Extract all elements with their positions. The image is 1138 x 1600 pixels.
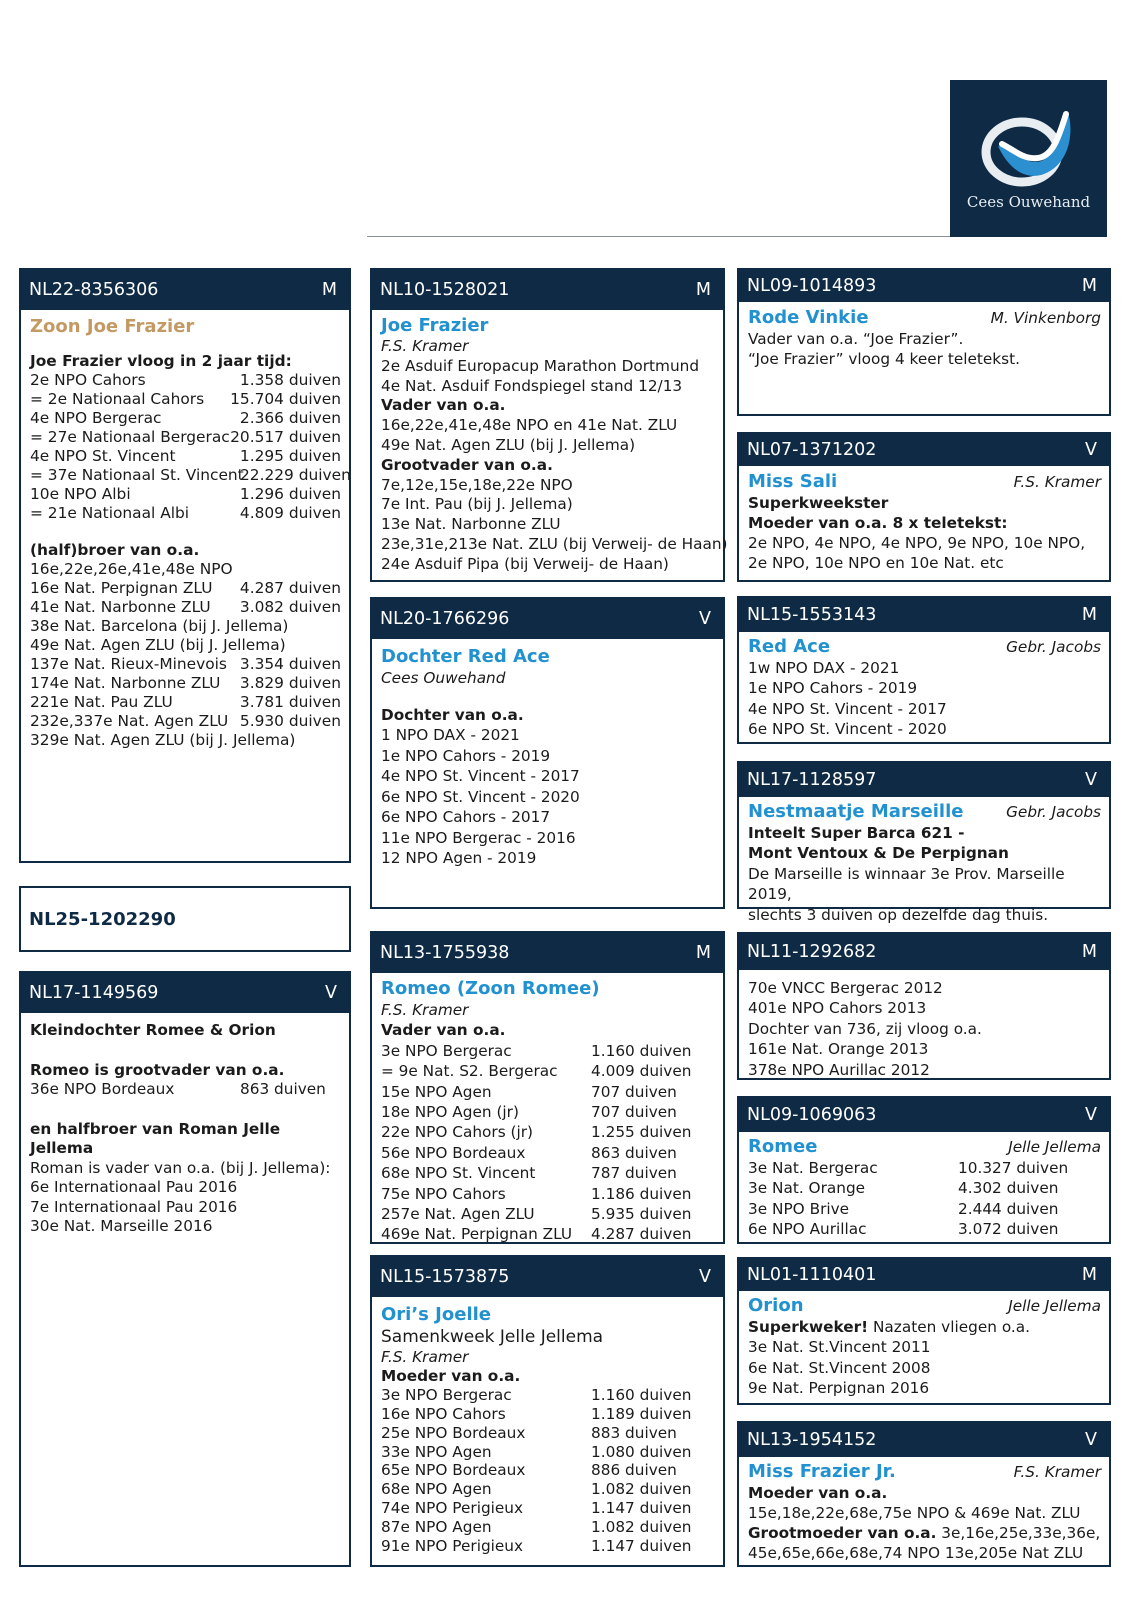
text-line: 11e NPO Bergerac - 2016 [381, 828, 576, 847]
text-line: 6e NPO St. Vincent - 2020 [381, 787, 580, 806]
result-race: 257e Nat. Agen ZLU [381, 1205, 535, 1224]
result-race: = 27e Nationaal Bergerac [30, 428, 230, 446]
pigeon-card-nl09-1069063 [737, 1096, 1111, 1244]
result-race: 221e Nat. Pau ZLU [30, 693, 173, 711]
pigeon-name: Orion [748, 1295, 804, 1316]
breeder-name: Gebr. Jacobs [1006, 803, 1101, 821]
result-count: 22.229 duiven [240, 466, 351, 484]
pigeon-name: Joe Frazier [381, 315, 489, 336]
subtitle: Kleindochter Romee & Orion [30, 1021, 276, 1039]
pigeon-card-nl15-1573875 [370, 1255, 725, 1567]
result-row [381, 1461, 715, 1480]
sex-label: M [695, 943, 711, 963]
pigeon-name: Dochter Red Ace [381, 646, 550, 667]
pigeon-card-nl09-1014893 [737, 268, 1111, 416]
result-row [381, 1424, 715, 1443]
result-race: 25e NPO Bordeaux [381, 1423, 526, 1442]
text-line: 45e,65e,66e,68e,74 NPO 13e,205e Nat ZLU [748, 1544, 1084, 1562]
ring-number: NL09-1014893 [747, 276, 877, 296]
result-race: 91e NPO Perigieux [381, 1537, 524, 1556]
result-race: 3e Nat. Orange [748, 1179, 866, 1198]
card-header [372, 1257, 723, 1297]
ring-number: NL25-1202290 [29, 908, 176, 930]
breeder-name: F.S. Kramer [1013, 1463, 1101, 1481]
brand-logo [950, 80, 1107, 237]
dove-logo-icon [978, 102, 1078, 192]
breeder-name: F.S. Kramer [381, 1001, 469, 1019]
result-count: 20.517 duiven [230, 428, 341, 446]
result-count: 1.295 duiven [239, 447, 341, 465]
result-count: 1.255 duiven [591, 1123, 692, 1142]
result-row [381, 1184, 715, 1204]
ring-number: NL10-1528021 [380, 280, 510, 300]
pigeon-name: Romeo (Zoon Romee) [381, 978, 600, 999]
result-race: 6e NPO Aurillac [748, 1220, 867, 1239]
result-row [30, 390, 341, 409]
result-race: 75e NPO Cahors [381, 1184, 506, 1203]
result-row [381, 1082, 715, 1102]
result-row [748, 1178, 1101, 1198]
result-row [381, 1537, 715, 1556]
result-race: 3e NPO Bergerac [381, 1385, 512, 1404]
text-line: 1e NPO Cahors - 2019 [381, 746, 551, 765]
result-race: 15e NPO Agen [381, 1082, 492, 1101]
result-row [381, 1041, 715, 1061]
name-row [748, 306, 1101, 329]
text-line: 4e NPO St. Vincent - 2017 [381, 767, 580, 785]
text-line: 6e NPO St. Vincent - 2020 [748, 719, 947, 738]
header-divider [367, 236, 950, 237]
text-line: 13e Nat. Narbonne ZLU [381, 515, 561, 534]
text-continuation: 3e,16e,25e,33e,36e, [936, 1524, 1101, 1542]
result-row [30, 731, 341, 750]
text-line: 378e NPO Aurillac 2012 [748, 1060, 930, 1079]
text-line [748, 1317, 1101, 1337]
result-row [30, 693, 341, 712]
result-row [381, 1122, 715, 1142]
sex-label: M [1081, 605, 1097, 625]
result-row [381, 1518, 715, 1537]
result-race: 56e NPO Bordeaux [381, 1143, 526, 1162]
subtitle: Samenkweek Jelle Jellema [381, 1327, 604, 1347]
result-race: 3e Nat. Bergerac [748, 1159, 878, 1177]
text-line: 6e Nat. St.Vincent 2008 [748, 1358, 931, 1377]
card-header [372, 599, 723, 639]
result-row [30, 712, 341, 731]
text-line: 6e Internationaal Pau 2016 [30, 1178, 238, 1196]
result-row [30, 1080, 341, 1100]
section-heading: Inteelt Super Barca 621 - [748, 824, 965, 842]
result-row [381, 1480, 715, 1499]
name-row [748, 1460, 1101, 1483]
result-count: 863 duiven [240, 1080, 326, 1098]
ring-number: NL17-1128597 [747, 770, 877, 790]
sex-label: M [321, 280, 337, 300]
result-row [381, 1405, 715, 1424]
text-line: 30e Nat. Marseille 2016 [30, 1217, 213, 1235]
sex-label: V [699, 1267, 711, 1287]
card-header [739, 270, 1109, 302]
result-race: = 9e Nat. S2. Bergerac [381, 1062, 558, 1081]
result-race: 41e Nat. Narbonne ZLU [30, 598, 211, 616]
result-row [381, 1204, 715, 1224]
result-race: 38e Nat. Barcelona (bij J. Jellema) [30, 617, 289, 635]
result-row [381, 1224, 715, 1244]
result-count: 1.147 duiven [591, 1499, 692, 1518]
text-line: 7e Internationaal Pau 2016 [30, 1197, 238, 1216]
result-count: 886 duiven [591, 1461, 677, 1480]
pigeon-name: Zoon Joe Frazier [30, 316, 195, 337]
result-count: 4.809 duiven [239, 504, 341, 522]
text-line: 161e Nat. Orange 2013 [748, 1040, 929, 1059]
result-count: 4.009 duiven [591, 1062, 692, 1081]
text-line: 7e,12e,15e,18e,22e NPO [381, 475, 573, 494]
sex-label: V [699, 609, 711, 629]
result-count: 883 duiven [591, 1423, 677, 1442]
sex-label: V [1085, 770, 1097, 790]
ring-number: NL09-1069063 [747, 1105, 877, 1125]
section-heading: (half)broer van o.a. [30, 541, 200, 559]
result-row [30, 447, 341, 466]
breeder-name: F.S. Kramer [381, 337, 469, 355]
name-row [748, 635, 1101, 658]
result-row [30, 674, 341, 693]
name-row [748, 1294, 1101, 1317]
result-count: 3.082 duiven [239, 598, 341, 616]
result-count: 1.082 duiven [591, 1518, 692, 1537]
result-count: 1.160 duiven [591, 1041, 692, 1060]
card-header [739, 598, 1109, 632]
result-count: 2.444 duiven [958, 1199, 1059, 1218]
section-heading: Moeder van o.a. 8 x teletekst: [748, 514, 1008, 532]
section-heading: Vader van o.a. [381, 396, 506, 415]
result-race: = 37e Nationaal St. Vincent [30, 466, 244, 484]
text-line: 3e Nat. St.Vincent 2011 [748, 1338, 931, 1357]
sex-label: V [1085, 1105, 1097, 1125]
section-heading: Superkweekster [748, 494, 889, 512]
result-race: 49e Nat. Agen ZLU (bij J. Jellema) [30, 636, 286, 654]
result-count: 10.327 duiven [958, 1159, 1069, 1177]
results-list [30, 371, 351, 523]
result-race: 4e NPO St. Vincent [30, 447, 176, 465]
sex-label: V [1085, 1430, 1097, 1450]
result-count: 5.935 duiven [591, 1205, 692, 1224]
pigeon-card-nl13-1954152 [737, 1421, 1111, 1567]
result-row [381, 1499, 715, 1518]
pigeon-name: Ori’s Joelle [381, 1304, 491, 1325]
result-race: 33e NPO Agen [381, 1442, 492, 1461]
result-count: 787 duiven [591, 1164, 677, 1183]
result-race: 174e Nat. Narbonne ZLU [30, 674, 221, 692]
result-row [30, 579, 341, 598]
result-count: 1.147 duiven [591, 1537, 692, 1556]
result-count: 1.189 duiven [591, 1404, 692, 1423]
text-line: De Marseille is winnaar 3e Prov. Marseille 2019, [748, 864, 1065, 904]
name-row [748, 1135, 1101, 1158]
result-row [748, 1158, 1101, 1178]
pigeon-card-nl20-1766296 [370, 597, 725, 909]
name-row [748, 800, 1101, 823]
result-count: 4.287 duiven [591, 1225, 692, 1244]
result-race: 68e NPO Agen [381, 1480, 492, 1499]
pigeon-name: Miss Sali [748, 471, 838, 492]
ring-number: NL15-1573875 [380, 1267, 510, 1287]
result-row [30, 560, 341, 579]
breeder-name: Cees Ouwehand [381, 669, 506, 687]
sex-label: M [695, 280, 711, 300]
result-row [30, 617, 341, 636]
text-line: 9e Nat. Perpignan 2016 [748, 1379, 930, 1398]
result-count: 4.287 duiven [239, 579, 341, 597]
text-line: Roman is vader van o.a. (bij J. Jellema): [30, 1158, 331, 1177]
result-row [381, 1061, 715, 1081]
highlight-text: Superkweker! [748, 1318, 869, 1336]
breeder-name: M. Vinkenborg [990, 309, 1101, 327]
result-race: 16e Nat. Perpignan ZLU [30, 579, 213, 597]
results-list [30, 560, 341, 750]
text-line: 4e NPO St. Vincent - 2017 [748, 699, 947, 718]
pigeon-card-nl17-1149569 [19, 971, 351, 1567]
result-race: 137e Nat. Rieux-Minevois [30, 655, 227, 673]
result-row [748, 1219, 1101, 1239]
breeder-name: Jelle Jellema [1008, 1138, 1101, 1156]
brand-name: Cees Ouwehand [966, 193, 1091, 211]
result-count: 5.930 duiven [239, 712, 341, 730]
result-race: 74e NPO Perigieux [381, 1499, 524, 1518]
text-line: Dochter van 736, zij vloog o.a. [748, 1019, 982, 1038]
breeder-name: Jelle Jellema [1008, 1297, 1101, 1315]
section-heading: en halfbroer van Roman Jelle Jellema [30, 1119, 281, 1157]
card-header [739, 763, 1109, 797]
text-line: 12 NPO Agen - 2019 [381, 849, 537, 867]
text-line: 49e Nat. Agen ZLU (bij J. Jellema) [381, 435, 636, 454]
ring-number: NL15-1553143 [747, 605, 877, 625]
result-row [30, 636, 341, 655]
result-row [30, 655, 341, 674]
sex-label: M [1081, 1265, 1097, 1285]
card-header [739, 1098, 1109, 1132]
highlight-text: Grootmoeder van o.a. [748, 1524, 937, 1542]
sex-label: V [1085, 440, 1097, 460]
card-header [739, 1259, 1109, 1291]
result-count: 1.186 duiven [591, 1184, 692, 1203]
section-heading: Mont Ventoux & De Perpignan [748, 844, 1009, 863]
result-count: 3.781 duiven [239, 693, 341, 711]
result-row [381, 1163, 715, 1183]
result-count: 4.302 duiven [958, 1179, 1059, 1198]
pigeon-card-nl01-1110401 [737, 1257, 1111, 1405]
sex-label: M [1081, 276, 1097, 296]
section-heading: Grootvader van o.a. [381, 455, 553, 474]
text-line: 2e Asduif Europacup Marathon Dortmund [381, 356, 700, 375]
result-row [30, 428, 341, 447]
card-header [21, 270, 349, 310]
text-line: 23e,31e,213e Nat. ZLU (bij Verweij- de Haan) [381, 534, 728, 553]
pigeon-card-nl11-1292682 [737, 932, 1111, 1080]
ring-number: NL13-1954152 [747, 1430, 877, 1450]
result-count: 1.080 duiven [591, 1442, 692, 1461]
pigeon-card-nl17-1128597 [737, 761, 1111, 924]
text-line [748, 1523, 1101, 1543]
card-header [739, 934, 1109, 970]
result-race: 65e NPO Bordeaux [381, 1461, 526, 1480]
name-row [748, 470, 1101, 493]
text-line: 401e NPO Cahors 2013 [748, 999, 927, 1018]
result-race: 469e Nat. Perpignan ZLU [381, 1225, 573, 1244]
result-race: 16e NPO Cahors [381, 1404, 506, 1423]
text-line: “Joe Frazier” vloog 4 keer teletekst. [748, 350, 1020, 368]
text-line: 4e Nat. Asduif Fondspiegel stand 12/13 [381, 376, 683, 395]
ring-number: NL20-1766296 [380, 609, 510, 629]
card-header [372, 933, 723, 973]
result-count: 707 duiven [591, 1103, 677, 1122]
ring-number: NL17-1149569 [29, 983, 159, 1003]
result-count: 1.358 duiven [239, 371, 341, 389]
result-row [748, 1199, 1101, 1219]
result-race: 329e Nat. Agen ZLU (bij J. Jellema) [30, 731, 296, 749]
result-count: 15.704 duiven [230, 390, 341, 408]
text-line: 6e NPO Cahors - 2017 [381, 808, 551, 826]
text-line: 2e NPO, 10e NPO en 10e Nat. etc [748, 554, 1004, 572]
ring-number: NL01-1110401 [747, 1265, 877, 1285]
ring-number: NL13-1755938 [380, 943, 510, 963]
result-race: 4e NPO Bergerac [30, 409, 162, 427]
result-race: 3e NPO Bergerac [381, 1041, 512, 1060]
result-count: 1.160 duiven [591, 1385, 692, 1404]
pigeon-name: Romee [748, 1136, 818, 1157]
result-count: 2.366 duiven [239, 409, 341, 427]
ring-number: NL22-8356306 [29, 280, 159, 300]
result-race: 87e NPO Agen [381, 1518, 492, 1537]
section-heading: Vader van o.a. [381, 1021, 506, 1040]
result-race: 2e NPO Cahors [30, 371, 146, 389]
result-race: 68e NPO St. Vincent [381, 1164, 536, 1183]
pigeon-name: Nestmaatje Marseille [748, 801, 964, 822]
text-line: 24e Asduif Pipa (bij Verweij- de Haan) [381, 554, 669, 573]
result-count: 707 duiven [591, 1082, 677, 1101]
pigeon-card-nl10-1528021 [370, 268, 728, 582]
result-row [381, 1102, 715, 1122]
result-race: = 21e Nationaal Albi [30, 504, 190, 522]
result-race: = 2e Nationaal Cahors [30, 390, 205, 408]
breeder-name: F.S. Kramer [1013, 473, 1101, 491]
card-header [372, 270, 723, 310]
result-row [30, 598, 341, 617]
result-race: 232e,337e Nat. Agen ZLU [30, 712, 229, 730]
text-line: Vader van o.a. “Joe Frazier”. [748, 330, 964, 348]
section-heading: Dochter van o.a. [381, 705, 524, 724]
text-line: 15e,18e,22e,68e,75e NPO & 469e Nat. ZLU [748, 1504, 1081, 1522]
result-row [381, 1386, 715, 1405]
text-line: 2e NPO, 4e NPO, 4e NPO, 9e NPO, 10e NPO, [748, 534, 1086, 552]
ring-number: NL11-1292682 [747, 942, 877, 962]
card-header [21, 973, 349, 1013]
result-count: 1.082 duiven [591, 1480, 692, 1499]
result-row [30, 371, 341, 390]
result-row [381, 1143, 715, 1163]
result-race: 36e NPO Bordeaux [30, 1080, 175, 1098]
text-line: 7e Int. Pau (bij J. Jellema) [381, 495, 573, 514]
card-header [739, 1423, 1109, 1457]
text-continuation: Nazaten vliegen o.a. [868, 1318, 1031, 1336]
result-count: 1.296 duiven [239, 485, 341, 503]
text-line: 1e NPO Cahors - 2019 [748, 679, 918, 698]
pigeon-card-nl13-1755938 [370, 931, 725, 1244]
pigeon-card-nl15-1553143 [737, 596, 1111, 744]
pigeon-name: Miss Frazier Jr. [748, 1461, 896, 1482]
section-heading: Joe Frazier vloog in 2 jaar tijd: [30, 352, 292, 370]
pigeon-card-nl25-1202290 [19, 886, 351, 952]
text-line: 16e,22e,41e,48e NPO en 41e Nat. ZLU [381, 416, 678, 435]
result-row [30, 466, 351, 485]
result-row [30, 504, 341, 523]
result-row [30, 409, 341, 428]
section-heading: Romeo is grootvader van o.a. [30, 1060, 285, 1079]
pigeon-name: Red Ace [748, 636, 831, 657]
result-race: 22e NPO Cahors (jr) [381, 1123, 534, 1142]
result-count: 3.829 duiven [239, 674, 341, 692]
result-race: 18e NPO Agen (jr) [381, 1103, 519, 1122]
text-line: slechts 3 duiven op dezelfde dag thuis. [748, 905, 1049, 924]
text-line: 1w NPO DAX - 2021 [748, 659, 900, 677]
result-count: 3.072 duiven [958, 1220, 1059, 1239]
result-race: 3e NPO Brive [748, 1199, 850, 1218]
result-count: 863 duiven [591, 1143, 677, 1162]
result-race: 16e,22e,26e,41e,48e NPO [30, 560, 233, 578]
breeder-name: F.S. Kramer [381, 1348, 469, 1366]
pigeon-card-nl22-8356306 [19, 268, 351, 863]
result-race: 10e NPO Albi [30, 485, 131, 503]
pigeon-name: Rode Vinkie [748, 307, 869, 328]
text-line: 70e VNCC Bergerac 2012 [748, 979, 943, 997]
result-count: 3.354 duiven [239, 655, 341, 673]
ring-number: NL07-1371202 [747, 440, 877, 460]
text-line: 1 NPO DAX - 2021 [381, 726, 520, 744]
section-heading: Moeder van o.a. [381, 1366, 521, 1385]
card-header [739, 434, 1109, 466]
sex-label: V [325, 983, 337, 1003]
result-row [30, 485, 341, 504]
result-row [381, 1443, 715, 1462]
pigeon-card-nl07-1371202 [737, 432, 1111, 582]
sex-label: M [1081, 942, 1097, 962]
breeder-name: Gebr. Jacobs [1006, 638, 1101, 656]
section-heading: Moeder van o.a. [748, 1484, 888, 1502]
